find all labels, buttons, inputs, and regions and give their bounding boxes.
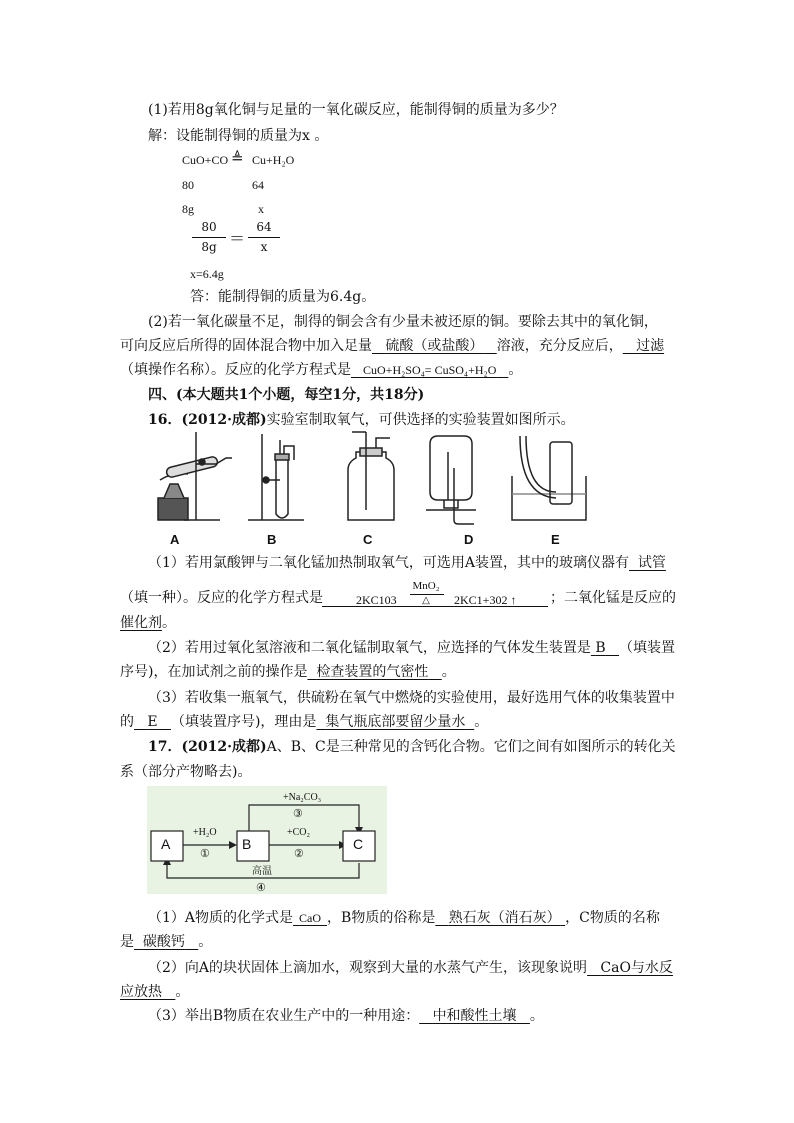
- bc-reagent-label: +CO₂: [287, 827, 311, 838]
- q16-heading-text: 实验室制取氧气，可供选择的实验装置如图所示。: [266, 412, 575, 428]
- q15-answer-acid: 硫酸（或盐酸）: [385, 338, 484, 354]
- q16-sub2-text-b: （填装置: [619, 640, 676, 656]
- q15-frac2-bar: [248, 237, 280, 238]
- apparatus-label-c: C: [363, 532, 373, 547]
- q16-sub1-end: 。: [162, 615, 176, 631]
- q16-sub1-text: （1）若用氯酸钾与二氧化锰加热制取氧气，可选用A装置，其中的玻璃仪器有: [148, 555, 630, 571]
- bottom-condition-label: 高温: [252, 866, 272, 877]
- q17-sub1-text-c: ，C物质的名称: [565, 910, 660, 926]
- q17-answer-cao: CaO: [299, 911, 322, 925]
- q15-eq-sign: ≜: [231, 149, 244, 167]
- ab-reagent-label: +H₂O: [193, 827, 217, 838]
- q16-answer-catalyst: 催化剂: [120, 615, 162, 631]
- q16-sub3-line1: （3）若收集一瓶氧气，供硫粉在氧气中燃烧的实验使用，最好选用气体的收集装置中: [148, 690, 675, 706]
- q17-sub1-end: 。: [198, 934, 213, 950]
- q17-answer-exothermic-b: 应放热: [120, 984, 162, 1000]
- bc-step-number: ②: [294, 848, 304, 860]
- q15-answer: 答：能制得铜的质量为6.4g。: [190, 289, 376, 305]
- q17-heading-text: A、B、C是三种常见的含钙化合物。它们之间有如图所示的转化关: [266, 739, 676, 755]
- node-b-label: B: [242, 836, 252, 852]
- q16-answer-b: B: [595, 640, 606, 656]
- q16-answer-e: E: [147, 714, 158, 730]
- q16-number: 16．(2012·成都): [148, 412, 267, 428]
- q17-sub3-text: （3）举出B物质在农业生产中的一种用途：: [148, 1008, 420, 1024]
- q15-frac2-den: x: [260, 240, 268, 254]
- bottom-step-number: ④: [256, 882, 266, 894]
- q15-mass-64: 64: [252, 178, 264, 192]
- q17-heading-line2: 系（部分产物略去)。: [120, 764, 252, 780]
- section-4-heading: 四、(本大题共1个小题，每空1分，共18分): [148, 387, 425, 403]
- q16-sub3-text-a: 的: [120, 714, 134, 730]
- q16-eq-catalyst: MnO₂: [412, 580, 440, 592]
- q17-answer-exothermic-a: CaO与水反: [600, 960, 673, 976]
- q17-heading: [148, 737, 676, 757]
- q15-solve-intro: 解：设能制得铜的质量为x 。: [148, 128, 329, 144]
- q16-sub1-line3: [120, 613, 176, 633]
- q17-sub2-line1: [148, 958, 673, 978]
- q17-number: 17．(2012·成都): [148, 739, 267, 755]
- q17-sub1-text-a: （1）A物质的化学式是: [148, 910, 294, 926]
- apparatus-c: [348, 432, 394, 520]
- q17-sub2-text: （2）向A的块状固体上滴加水，观察到大量的水蒸气产生，该现象说明: [148, 960, 588, 976]
- apparatus-e: [512, 436, 586, 520]
- q15-part2-text-c: （填操作名称）。反应的化学方程式是: [120, 362, 351, 378]
- q16-eq-underline: [322, 606, 548, 607]
- q16-sub3-end: 。: [474, 714, 489, 730]
- q16-sub3-text-b: （填装置序号)，理由是: [170, 714, 317, 730]
- q15-part2-end: 。: [508, 362, 523, 378]
- q17-sub1-line2: [120, 932, 212, 952]
- q15-frac-equals: ＝: [228, 229, 245, 248]
- q17-sub3-line1: [148, 1006, 544, 1026]
- node-c-label: C: [353, 836, 364, 852]
- q16-heading: [148, 410, 575, 430]
- q15-part1: (1)若用8g氧化铜与足量的一氧化碳反应，能制得铜的质量为多少？: [148, 102, 564, 118]
- q15-frac1-den: 8g: [201, 240, 217, 254]
- q16-sub1-line2: [120, 588, 323, 608]
- q16-sub1-line1: [148, 553, 666, 573]
- q16-sub1-text-c: ；二氧化锰是反应的: [550, 590, 676, 606]
- q16-eq-heat: △: [422, 595, 430, 606]
- q16-answer-testtube: 试管: [637, 555, 666, 571]
- q17-sub1-text-d: 是: [120, 934, 134, 950]
- apparatus-b: [248, 434, 304, 520]
- q17-sub1-line1: [148, 908, 660, 928]
- q16-eq-left: 2KC103: [356, 593, 397, 607]
- apparatus-label-b: B: [267, 532, 277, 547]
- ab-step-number: ①: [200, 848, 210, 860]
- q15-part2-text-b: 溶液，充分反应后，: [496, 338, 623, 354]
- q15-answer-filter: 过滤: [636, 338, 665, 354]
- q16-sub2-text-c: 序号)，在加试剂之前的操作是: [120, 664, 308, 680]
- node-a-label: A: [161, 836, 171, 852]
- q16-sub3-line2: [120, 712, 488, 732]
- q16-sub2-text-a: （2）若用过氧化氢溶液和二氧化锰制取氧气，应选择的气体发生装置是: [148, 640, 591, 656]
- q15-frac1-bar: [192, 237, 226, 238]
- q15-part2-line3: [120, 360, 522, 380]
- q16-sub2-line2: [120, 662, 456, 682]
- q16-sub2-line1: [148, 638, 675, 658]
- q16-eq-right: 2KC1+302 ↑: [454, 593, 517, 607]
- q17-sub2-line2: [120, 982, 189, 1002]
- apparatus-label-a: A: [170, 532, 180, 547]
- q17-sub2-end: 。: [175, 984, 190, 1000]
- q16-answer-airtight: 检查装置的气密性: [316, 664, 429, 680]
- q15-unknown-x: x: [258, 202, 264, 216]
- q16-apparatus-figure: [150, 428, 600, 550]
- q15-part2-line2: [120, 336, 664, 356]
- q15-part2-text-a: 可向反应后所得的固体混合物中加入足量: [120, 338, 372, 354]
- q17-sub1-text-b: ，B物质的俗称是: [327, 910, 436, 926]
- q15-eq-left: CuO+CO: [182, 153, 229, 167]
- q15-eq-right: Cu+H₂O: [252, 153, 295, 167]
- q15-part2-line1: (2)若一氧化碳量不足，制得的铜会含有少量未被还原的铜。要除去其中的氧化铜，: [148, 314, 658, 330]
- q15-result: x=6.4g: [190, 267, 224, 281]
- apparatus-a: [158, 432, 232, 520]
- apparatus-d: [426, 436, 476, 524]
- q15-frac2-num: 64: [256, 220, 272, 234]
- q17-answer-slaked-lime: 熟石灰（消石灰）: [448, 910, 561, 926]
- q15-answer-equation: CuO+H₂SO₄= CuSO₄+H₂O: [363, 363, 497, 377]
- q17-sub3-end: 。: [529, 1008, 544, 1024]
- top-step-number: ③: [293, 808, 303, 820]
- apparatus-label-e: E: [551, 532, 560, 547]
- q16-sub1-text-b: （填一种）。反应的化学方程式是: [120, 590, 323, 606]
- q17-answer-neutralize: 中和酸性土壤: [432, 1008, 517, 1024]
- apparatus-label-d: D: [464, 532, 474, 547]
- top-reagent-label: +Na₂CO₃: [283, 792, 322, 803]
- q17-answer-caco3: 碳酸钙: [142, 934, 185, 950]
- q16-answer-reason: 集气瓶底部要留少量水: [325, 714, 466, 730]
- q15-given-8g: 8g: [182, 202, 194, 216]
- q15-frac1-num: 80: [201, 220, 217, 234]
- q15-mass-80: 80: [182, 178, 194, 192]
- q16-sub2-end: 。: [441, 664, 456, 680]
